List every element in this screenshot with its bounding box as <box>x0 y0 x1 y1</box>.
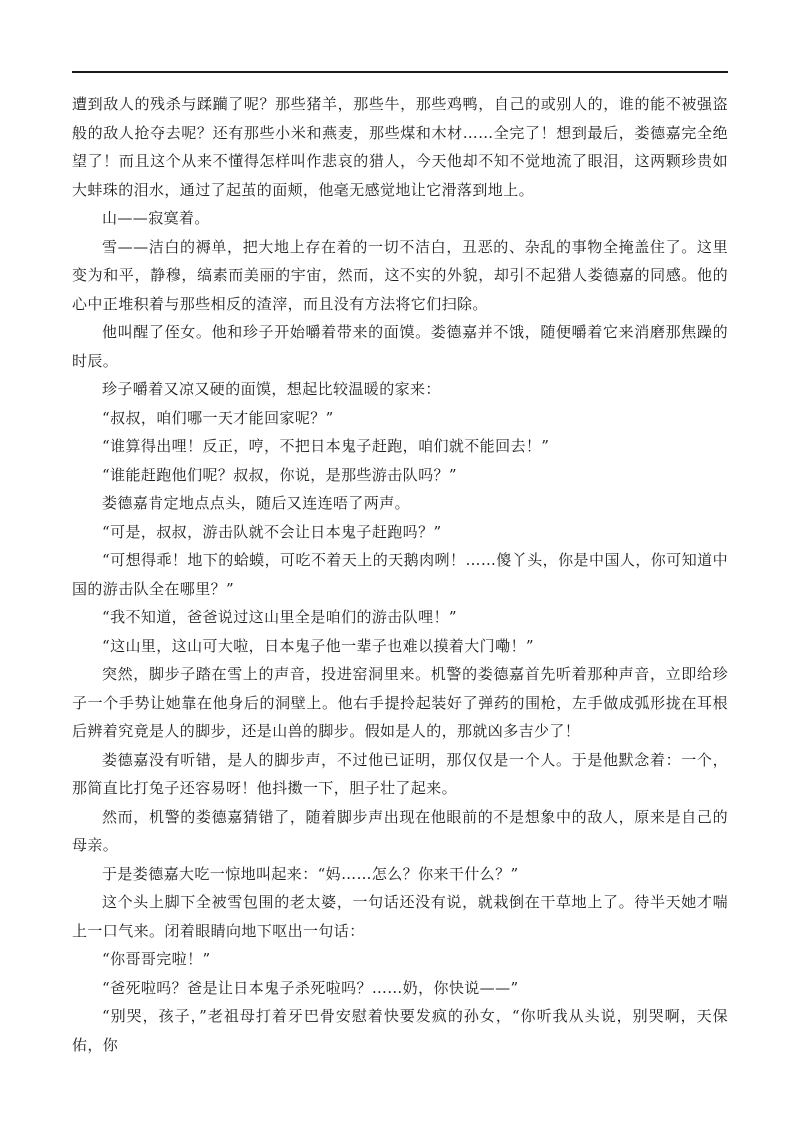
dialogue-line: “爸死啦吗？爸是让日本鬼子杀死啦吗？……奶，你快说——” <box>102 978 519 997</box>
dialogue-line: “可想得乖！地下的蛤蟆，可吃不着天上的天鹅肉咧！……傻丫头，你是中国人，你可知道中国的游击队全在哪里？” <box>72 551 728 598</box>
dialogue-line: “可是，叔叔，游击队就不会让日本鬼子赶跑吗？” <box>102 522 442 541</box>
paragraph: 娄德嘉肯定地点点头，随后又连连唔了两声。 <box>102 494 411 512</box>
paragraph: 雪——洁白的褥单，把大地上存在着的一切不洁白，丑恶的、杂乱的事物全掩盖住了。这里变为和平，静穆，缟素而美丽的宇宙，然而，这不实的外貌，却引不起猎人娄德嘉的同感。他的心中正堆积着与那些相反的渣滓，而且没有方法将它们扫除。 <box>72 237 728 313</box>
paragraph: 然而，机警的娄德嘉猜错了，随着脚步声出现在他眼前的不是想象中的敌人，原来是自己的母亲。 <box>72 807 728 854</box>
paragraph: 这个头上脚下全被雪包围的老太婆，一句话还没有说，就栽倒在干草地上了。待半天她才喘上一口气来。闭着眼睛向地下呕出一句话： <box>72 893 728 940</box>
paragraph: 突然，脚步子踏在雪上的声音，投进窑洞里来。机警的娄德嘉首先听着那种声音，立即给珍子一个手势让她靠在他身后的洞壁上。他右手提拎起装好了弹药的围枪，左手做成弧形拢在耳根后辨着究竟是人的脚步，还是山兽的脚步。假如是人的，那就凶多吉少了！ <box>72 665 728 740</box>
dialogue-line: “叔叔，咱们哪一天才能回家呢？” <box>102 408 334 427</box>
dialogue-line: “你哥哥完啦！” <box>102 950 211 968</box>
paragraph: 娄德嘉没有听错，是人的脚步声，不过他已证明，那仅仅是一个人。于是他默念着：一个，那简直比打兔子还容易呀！他抖擞一下，胆子壮了起来。 <box>72 750 728 797</box>
document-body <box>72 90 728 1059</box>
paragraph: “别哭，孩子，”老祖母打着牙巴骨安慰着快要发疯的孙女，“你听我从头说，别哭啊，天保佑，你 <box>72 1007 728 1054</box>
dialogue-line: “谁能赶跑他们呢？叔叔，你说，是那些游击队吗？” <box>102 465 457 484</box>
paragraph: 他叫醒了侄女。他和珍子开始嚼着带来的面馍。娄德嘉并不饿，随便嚼着它来消磨那焦躁的时辰。 <box>72 323 728 370</box>
paragraph: 珍子嚼着又凉又硬的面馍，想起比较温暖的家来： <box>102 380 441 398</box>
paragraph: 于是娄德嘉大吃一惊地叫起来：“妈……怎么？你来干什么？” <box>102 864 519 883</box>
dialogue-line: “这山里，这山可大啦，日本鬼子他一辈子也难以摸着大门嘞！” <box>102 636 534 655</box>
dialogue-line: “我不知道，爸爸说过这山里全是咱们的游击队哩！” <box>102 608 457 626</box>
paragraph: 遭到敌人的残杀与蹂躏了呢？那些猪羊，那些牛，那些鸡鸭，自己的或别人的，谁的能不被强盗般的敌人抢夺去呢？还有那些小米和燕麦，那些煤和木材……全完了！想到最后，娄德嘉完全绝望了！而且这个从来不懂得怎样叫作悲哀的猎人，今天他却不知不觉地流了眼泪，这两颗珍贵如大蚌珠的泪水，通过了起茧的面颊，他毫无感觉地让它滑落到地上。 <box>72 95 728 199</box>
paragraph: 山——寂寞着。 <box>102 209 210 227</box>
header-rule <box>72 71 728 73</box>
dialogue-line: “谁算得出哩！反正，哼，不把日本鬼子赶跑，咱们就不能回去！” <box>102 437 550 455</box>
